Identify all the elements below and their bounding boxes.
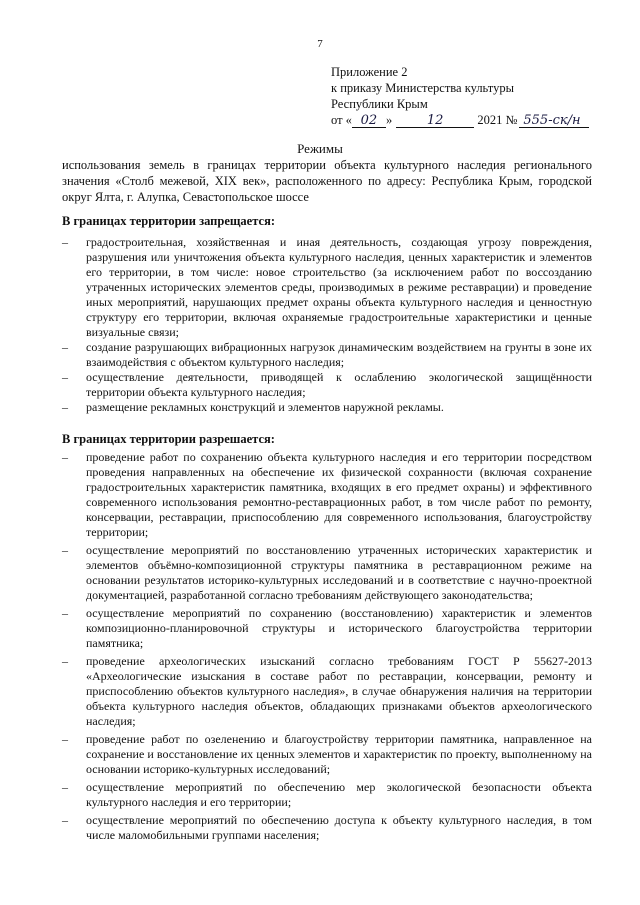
list-item	[62, 732, 592, 777]
handwritten-month: 12	[396, 114, 474, 128]
date-mid: »	[385, 113, 393, 127]
dash-bullet: –	[62, 450, 68, 464]
dash-bullet: –	[62, 654, 68, 668]
dash-bullet: –	[62, 732, 68, 746]
list-item	[62, 450, 592, 540]
doc-title: Режимы	[297, 141, 343, 156]
handwritten-day: 02	[352, 114, 386, 128]
list-item	[62, 780, 592, 810]
list-item-text: осуществление мероприятий по обеспечению доступа к объекту культурного наследия, в том числе маломобильными группами населения;	[86, 813, 592, 842]
appendix-republic: Республики Крым	[331, 97, 428, 111]
list-item	[62, 235, 592, 340]
dash-bullet: –	[62, 370, 68, 384]
dash-bullet: –	[62, 340, 68, 354]
dash-bullet: –	[62, 400, 68, 414]
section-allowed-heading: В границах территории разрешается:	[62, 432, 275, 446]
list-item-text: осуществление деятельности, приводящей к ослаблению экологической защищённости территории объекта культурного наследия;	[86, 370, 592, 399]
allowed-list	[62, 450, 592, 846]
list-item	[62, 370, 592, 400]
list-item-text: градостроительная, хозяйственная и иная деятельность, создающая угрозу повреждения, разрушения или уничтожения объекта культурного наследия, ценных характеристик и элементов его территории, в том числе: новое строительство (за исключением работ по воссозданию утраченных исторических элементов среды, производимых в режиме реставрации) и проведение иных мероприятий, нарушающих предмет охраны объекта культурного наследия и ценностную структуру его территории, включая охраняемые градостроительные характеристики и ценные визуальные связи;	[86, 235, 592, 339]
list-item-text: осуществление мероприятий по сохранению (восстановлению) характеристик и элементов композиционно-планировочной структуры и исторического благоустройства территории памятника;	[86, 606, 592, 650]
appendix-block	[331, 64, 589, 128]
dash-bullet: –	[62, 606, 68, 620]
doc-subtitle: использования земель в границах территории объекта культурного наследия регионального значения «Столб межевой, XIX век», расположенного по адресу: Республика Крым, городской округ Ялта, г. Алупка, Севастопольское шоссе	[62, 158, 592, 204]
list-item-text: осуществление мероприятий по восстановлению утраченных исторических характеристик и элементов объёмно-композиционной структуры памятника в реставрационном режиме на основании результатов историко-культурных исследований и в соответствие с научно-проектной документацией, разработанной согласно требованиям действующего законодательства;	[86, 543, 592, 602]
list-item	[62, 340, 592, 370]
list-item	[62, 606, 592, 651]
appendix-order-ref: к приказу Министерства культуры	[331, 81, 514, 95]
list-item	[62, 400, 592, 415]
list-item	[62, 543, 592, 603]
list-item-text: размещение рекламных конструкций и элементов наружной рекламы.	[86, 400, 444, 414]
list-item-text: осуществление мероприятий по обеспечению мер экологической безопасности объекта культурного наследия и его территории;	[86, 780, 592, 809]
dash-bullet: –	[62, 235, 68, 249]
handwritten-order-number: 555-ск/н	[519, 114, 589, 128]
list-item	[62, 654, 592, 729]
list-item-text: проведение археологических изысканий согласно требованиям ГОСТ Р 55627-2013 «Археологические изыскания в составе работ по реставрации, консервации, ремонту и приспособлению объектов культурного наследия», в случае обнаружения наличия на территории объекта культурного наследия объектов, обладающих признаками объектов археологического наследия;	[86, 654, 592, 728]
prohibited-list	[62, 235, 592, 415]
page-number: 7	[317, 38, 323, 50]
list-item-text: создание разрушающих вибрационных нагрузок динамическим воздействием на грунты в зоне их взаимодействия с объектом культурного наследия;	[86, 340, 592, 369]
dash-bullet: –	[62, 543, 68, 557]
list-item	[62, 813, 592, 843]
list-item-text: проведение работ по озеленению и благоустройству территории памятника, направленное на сохранение и восстановление их ценных элементов и характеристик по проекту, выполненному на основании историко-культурных исследований;	[86, 732, 592, 776]
dash-bullet: –	[62, 813, 68, 827]
list-item-text: проведение работ по сохранению объекта культурного наследия и его территории посредством проведения направленных на обеспечение их физической сохранности (включая сохранение градостроительных характеристик памятника, входящих в его предмет охраны) и эффективного современного использования ремонтно-реставрационных работ, в том числе работ по ремонту, консервации, реставрации, приспособлению для современного использования, благоустройству территории;	[86, 450, 592, 539]
section-prohibited-heading: В границах территории запрещается:	[62, 214, 276, 228]
date-prefix: от «	[331, 113, 352, 127]
appendix-date-line	[331, 112, 589, 128]
dash-bullet: –	[62, 780, 68, 794]
year-prefix: 2021 №	[477, 113, 518, 127]
appendix-title: Приложение 2	[331, 65, 408, 79]
